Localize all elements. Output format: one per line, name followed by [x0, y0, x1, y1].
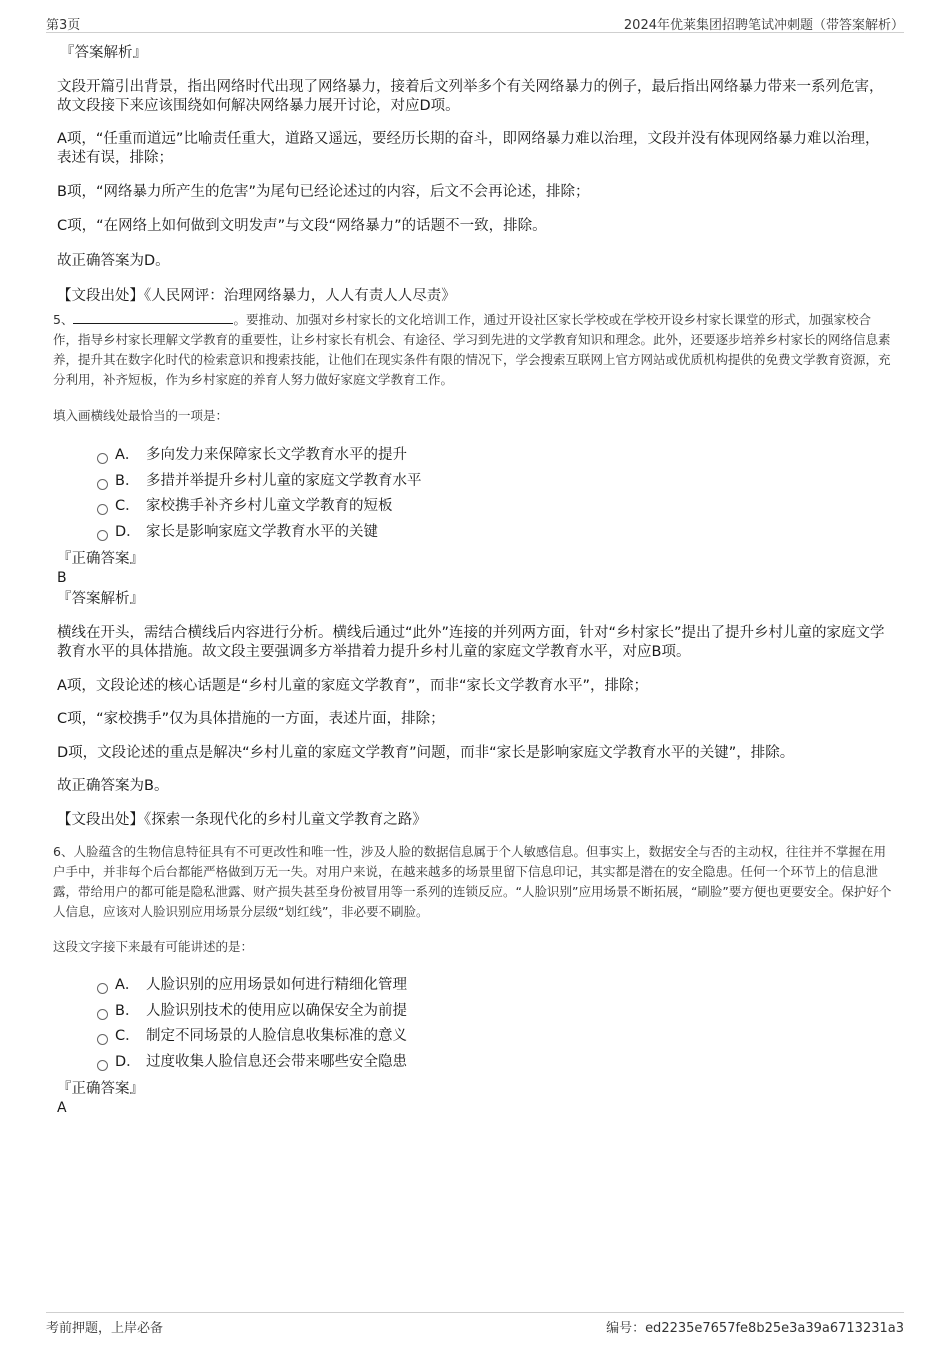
question-6	[53, 842, 893, 1117]
answer-label: 『正确答案』	[57, 1081, 144, 1097]
option-key: C．	[115, 498, 140, 514]
analysis-paragraph: 横线在开头，需结合横线后内容进行分析。横线后通过“此外”连接的并列两方面，针对“乡村家长”提出了提升乡村儿童的家庭文学教育水平的具体措施。故文段主要强调多方举措着力提升乡村儿童的家庭文学教育水平，对应B项。	[57, 625, 885, 660]
source-citation: 【文段出处】《探索一条现代化的乡村儿童文学教育之路》	[57, 812, 427, 828]
question-text: 6、人脸蕴含的生物信息特征具有不可更改性和唯一性，涉及人脸的数据信息属于个人敏感信息。但事实上，数据安全与否的主动权，往往并不掌握在用户手中，并非每个后台都能严格做到万无一失。对用户来说，在越来越多的场景里留下信息印记，其实都是潜在的安全隐患。任何一个环节上的信息泄露，带给用户的都可能是隐私泄露、财产损失甚至身份被冒用等一系列的连锁反应。“人脸识别”应用场景不断拓展，“刷脸”要方便也更要安全。保护好个人信息，应该对人脸识别应用场景分层级“划红线”，非必要不刷脸。	[53, 844, 892, 919]
option-c[interactable]	[97, 1024, 893, 1050]
option-text: 多措并举提升乡村儿童的家庭文学教育水平	[146, 472, 422, 489]
option-list	[97, 973, 893, 1075]
analysis-label: 『答案解析』	[57, 591, 144, 607]
option-key: B．	[115, 472, 140, 489]
option-d[interactable]	[97, 1050, 893, 1076]
radio-icon[interactable]	[97, 530, 108, 541]
question-body: 。要推动、加强对乡村家长的文化培训工作，通过开设社区家长学校或在学校开设乡村家长课堂的形式，加强家校合作，指导乡村家长理解文学教育的重要性，让乡村家长有机会、有途径、学习到先进的文学教育知识和理念。此外，还要逐步培养乡村家长的网络信息素养，提升其在数字化时代的检索意识和搜索技能，让他们在现实条件有限的情况下，学会搜索互联网上官方网站或优质机构提供的免费文学教育资源，充分利用，补齐短板，作为乡村家庭的养育人努力做好家庭文学教育工作。	[53, 312, 891, 387]
option-key: A．	[115, 447, 140, 463]
radio-icon[interactable]	[97, 453, 108, 464]
correct-answer: A	[57, 1100, 67, 1116]
option-text: 制定不同场景的人脸信息收集标准的意义	[146, 1028, 407, 1044]
option-text: 多向发力来保障家长文学教育水平的提升	[146, 447, 407, 463]
question-prompt: 填入画横线处最恰当的一项是：	[53, 408, 229, 423]
question-prompt: 这段文字接下来最有可能讲述的是：	[53, 939, 254, 954]
fill-blank	[73, 311, 233, 324]
analysis-conclusion: 故正确答案为B。	[57, 778, 169, 794]
option-text: 家校携手补齐乡村儿童文学教育的短板	[146, 498, 393, 514]
footer-slogan: 考前押题，上岸必备	[46, 1321, 164, 1336]
correct-answer: B	[57, 570, 67, 586]
radio-icon[interactable]	[97, 479, 108, 490]
page-number: 第3页	[46, 18, 81, 33]
analysis-paragraph: 文段开篇引出背景，指出网络时代出现了网络暴力，接着后文列举多个有关网络暴力的例子，最后指出网络暴力带来一系列危害，故文段接下来应该围绕如何解决网络暴力展开讨论，对应D项。	[57, 79, 884, 114]
radio-icon[interactable]	[97, 983, 108, 994]
analysis-label: 『答案解析』	[60, 45, 147, 61]
page-footer	[46, 1312, 904, 1337]
document-code: 编号：ed2235e7657fe8b25e3a39a6713231a3	[606, 1321, 904, 1336]
question-text	[53, 310, 893, 390]
question-number: 5、	[53, 312, 74, 327]
analysis-conclusion: 故正确答案为D。	[57, 253, 170, 269]
analysis-paragraph: C项，“在网络上如何做到文明发声”与文段“网络暴力”的话题不一致，排除。	[57, 218, 547, 234]
option-key: D．	[115, 523, 141, 540]
analysis-paragraph: C项，“家校携手”仅为具体措施的一方面，表述片面，排除；	[57, 711, 445, 727]
option-c[interactable]	[97, 494, 893, 520]
option-text: 人脸识别技术的使用应以确保安全为前提	[146, 1002, 407, 1019]
radio-icon[interactable]	[97, 1009, 108, 1020]
document-title: 2024年优莱集团招聘笔试冲刺题（带答案解析）	[623, 18, 904, 33]
page-content	[53, 44, 893, 1117]
radio-icon[interactable]	[97, 1060, 108, 1071]
answer-label: 『正确答案』	[57, 551, 144, 567]
option-d[interactable]	[97, 520, 893, 546]
page-header	[46, 10, 904, 33]
option-b[interactable]	[97, 999, 893, 1025]
analysis-paragraph: A项，文段论述的核心话题是“乡村儿童的家庭文学教育”，而非“家长文学教育水平”，排除；	[57, 678, 648, 694]
option-a[interactable]	[97, 973, 893, 999]
source-citation: 【文段出处】《人民网评：治理网络暴力，人人有责人人尽责》	[57, 288, 456, 304]
option-text: 人脸识别的应用场景如何进行精细化管理	[146, 977, 407, 993]
analysis-paragraph: D项，文段论述的重点是解决“乡村儿童的家庭文学教育”问题，而非“家长是影响家庭文学教育水平的关键”，排除。	[57, 745, 795, 761]
option-a[interactable]	[97, 443, 893, 469]
radio-icon[interactable]	[97, 504, 108, 515]
option-text: 过度收集人脸信息还会带来哪些安全隐患	[146, 1053, 407, 1070]
option-b[interactable]	[97, 469, 893, 495]
analysis-paragraph: A项，“任重而道远”比喻责任重大，道路又遥远，要经历长期的奋斗，即网络暴力难以治理，文段并没有体现网络暴力难以治理，表述有误，排除；	[57, 131, 880, 166]
radio-icon[interactable]	[97, 1034, 108, 1045]
option-key: B．	[115, 1002, 140, 1019]
analysis-paragraph: B项，“网络暴力所产生的危害”为尾句已经论述过的内容，后文不会再论述，排除；	[57, 184, 590, 200]
question-5	[53, 310, 893, 830]
q4-analysis-section	[57, 44, 893, 306]
option-key: A．	[115, 977, 140, 993]
option-key: D．	[115, 1053, 141, 1070]
option-text: 家长是影响家庭文学教育水平的关键	[146, 523, 378, 540]
option-list	[97, 443, 893, 545]
option-key: C．	[115, 1028, 140, 1044]
